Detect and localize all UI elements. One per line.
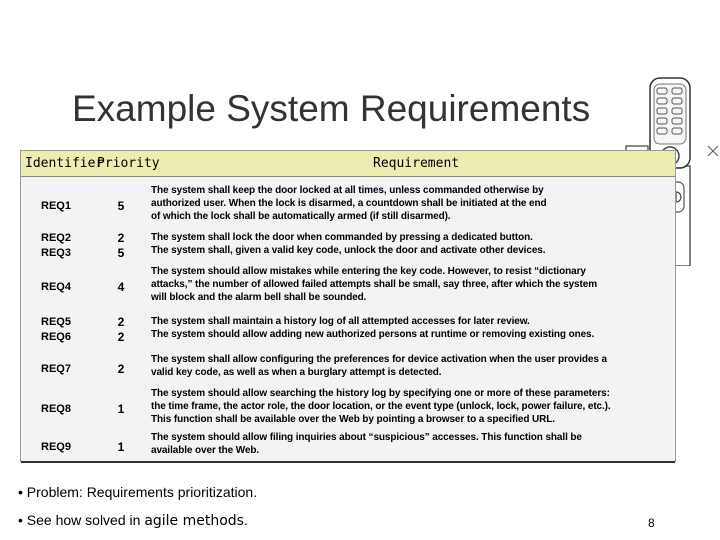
slide-title: Example System Requirements	[72, 88, 591, 129]
requirement-text	[151, 315, 673, 341]
requirement-id-line: REQ1	[41, 200, 71, 212]
requirement-text-line: attacks,” the number of allowed failed attempts shall be small, say three, after which the system	[151, 279, 597, 290]
requirement-text-line: authorized user. When the lock is disarmed, a countdown shall be initiated at the end	[151, 198, 547, 209]
requirement-id-line: REQ3	[41, 247, 71, 259]
agile-methods-emphasis: agile methods	[144, 513, 244, 529]
requirement-text-line: of which the lock shall be automatically armed (if still disarmed).	[151, 211, 451, 222]
bullet-agile-suffix: .	[243, 512, 248, 528]
requirement-text-line: will block and the alarm bell shall be sounded.	[151, 292, 367, 303]
requirement-priority	[115, 280, 127, 295]
header-requirement: Requirement	[373, 156, 460, 171]
requirement-priority	[115, 362, 127, 377]
requirement-priority-line: 1	[117, 439, 125, 454]
requirement-id	[41, 402, 71, 417]
requirement-text	[151, 353, 673, 379]
requirement-priority-line: 4	[117, 280, 125, 294]
requirement-text-line: available over the Web.	[151, 445, 260, 456]
requirement-text	[151, 184, 673, 223]
requirement-id	[41, 315, 71, 345]
requirement-text-line: The system shall lock the door when commanded by pressing a dedicated button.	[151, 232, 533, 243]
requirement-id	[41, 440, 71, 455]
requirement-text-line: The system shall maintain a history log of all attempted accesses for later review.	[151, 316, 530, 327]
requirement-priority-line: 5	[117, 246, 125, 260]
requirement-id	[41, 280, 71, 295]
requirement-priority-line: 1	[117, 402, 125, 416]
requirement-text-line: The system should allow filing inquiries about “suspicious” accesses. This function shall be	[151, 432, 582, 443]
requirement-id-line: REQ2	[41, 232, 71, 244]
bullet-agile-prefix: • See how solved in	[18, 512, 145, 528]
requirement-text-line: The system shall allow configuring the preferences for device activation when the user provides a	[151, 354, 607, 365]
requirement-id-line: REQ5	[41, 316, 71, 328]
requirement-text-line: valid key code, as well as when a burglary attempt is detected.	[151, 367, 442, 378]
requirements-table	[20, 150, 676, 462]
requirement-id	[41, 199, 71, 214]
requirement-text-line: The system should allow adding new authorized persons at runtime or removing existing ones.	[151, 329, 595, 340]
requirement-text-line: The system shall, given a valid key code, unlock the door and activate other devices.	[151, 245, 546, 256]
requirement-text-line: This function shall be available over the Web by pointing a browser to a specified URL.	[151, 414, 555, 425]
requirement-priority-line: 5	[117, 199, 125, 213]
requirement-id	[41, 362, 71, 377]
page-number: 8	[648, 516, 655, 530]
requirement-priority	[115, 231, 127, 261]
requirement-id-line: REQ8	[41, 403, 71, 415]
header-priority: Priority	[97, 156, 160, 171]
requirement-priority	[115, 440, 127, 455]
requirement-id-line: REQ6	[41, 331, 71, 343]
requirement-text-line: The system should allow mistakes while entering the key code. However, to resist “dictionary	[151, 266, 586, 277]
table-header	[21, 151, 675, 177]
requirement-id	[41, 231, 71, 261]
header-identifier: Identifier	[25, 156, 104, 171]
requirement-priority	[115, 315, 127, 345]
requirement-text-line: the time frame, the actor role, the door location, or the event type (unlock, lock, power failure, etc.).	[151, 401, 611, 412]
requirement-id-line: REQ7	[41, 362, 71, 375]
requirement-priority-line: 2	[117, 231, 125, 245]
requirement-priority	[115, 402, 127, 417]
requirement-priority-line: 2	[117, 315, 125, 329]
requirement-text	[151, 431, 673, 457]
bullet-agile	[18, 512, 248, 529]
requirement-text	[151, 265, 673, 304]
requirement-text-line: The system shall keep the door locked at all times, unless commanded otherwise by	[151, 185, 544, 196]
requirement-priority-line: 2	[117, 361, 125, 376]
requirement-text-line: The system should allow searching the history log by specifying one or more of these parameters:	[151, 388, 610, 399]
requirement-text	[151, 231, 673, 257]
requirement-id-line: REQ9	[41, 440, 71, 453]
bullet-problem: • Problem: Requirements prioritization.	[18, 484, 258, 500]
table-bottom-rule	[21, 461, 675, 463]
requirement-priority-line: 2	[117, 330, 125, 344]
requirement-id-line: REQ4	[41, 281, 71, 293]
requirement-text	[151, 387, 673, 426]
requirement-priority	[115, 199, 127, 214]
